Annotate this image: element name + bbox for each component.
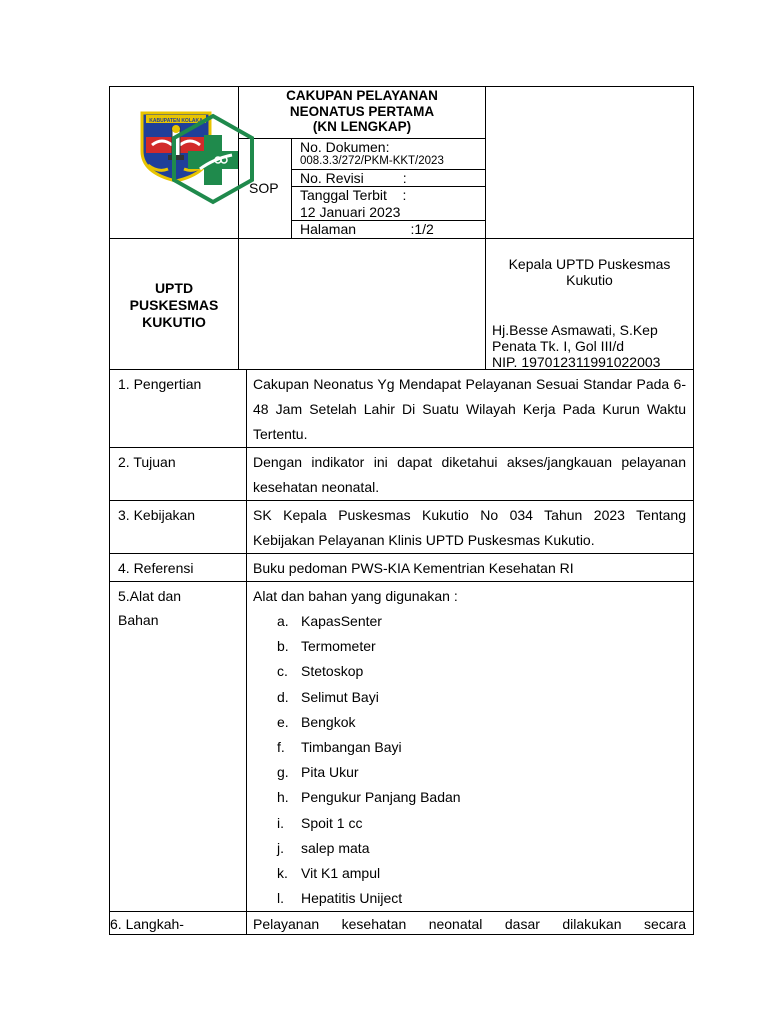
section-content: Cakupan Neonatus Yg Mendapat Pelayanan Sesuai Standar Pada 6-48 Jam Setelah Lahir Di Suatu Wilayah Kerja Pada Kurun Waktu Tertentu. xyxy=(247,370,694,448)
section-row-langkah xyxy=(110,912,694,935)
section-label: 2. Tujuan xyxy=(110,448,247,501)
head-signature-block xyxy=(492,322,660,370)
list-item: a. KapasSenter xyxy=(277,613,382,629)
section-label: 1. Pengertian xyxy=(110,370,247,448)
section-row xyxy=(110,448,694,501)
head-rank: Penata Tk. I, Gol III/d xyxy=(492,338,625,354)
section-content: Buku pedoman PWS-KIA Kementrian Kesehatan RI xyxy=(247,554,694,582)
alat-intro: Alat dan bahan yang digunakan : xyxy=(253,588,458,604)
section-row xyxy=(110,370,694,448)
list-item: d. Selimut Bayi xyxy=(277,688,379,705)
list-item: l. Hepatitis Uniject xyxy=(277,890,403,907)
sop-body-table xyxy=(109,369,694,935)
doc-number-label: No. Dokumen: xyxy=(300,139,390,155)
section-content: SK Kepala Puskesmas Kukutio No 034 Tahun 2023 Tentang Kebijakan Pelayanan Klinis UPTD Puskesmas Kukutio. xyxy=(247,501,694,554)
section-content-alat xyxy=(247,582,694,912)
list-item: k. Vit K1 ampul xyxy=(277,864,381,881)
sop-header-table xyxy=(109,86,694,370)
head-title: Kepala UPTD Puskesmas Kukutio xyxy=(508,256,671,288)
organization-name: UPTD PUSKESMAS KUKUTIO xyxy=(129,280,219,330)
list-item: i. Spoit 1 cc xyxy=(277,814,363,831)
list-item: e. Bengkok xyxy=(277,713,356,730)
section-label: 5.Alat dan Bahan xyxy=(110,582,247,912)
page-number-label: Halaman :1/2 xyxy=(300,221,434,237)
section-row xyxy=(110,554,694,582)
doc-number-value: 008.3.3/272/PKM-KKT/2023 xyxy=(300,155,444,167)
puskesmas-logo xyxy=(170,113,256,205)
alat-list xyxy=(253,609,686,911)
svg-text:KABUPATEN KOLAKA: KABUPATEN KOLAKA xyxy=(149,118,203,124)
sop-title: CAKUPAN PELAYANAN NEONATUS PERTAMA (KN LENGKAP) xyxy=(286,88,438,134)
sop-label: SOP xyxy=(249,180,279,196)
issue-date-label: Tanggal Terbit : xyxy=(300,187,407,203)
list-item: f. Timbangan Bayi xyxy=(277,738,402,755)
section-row xyxy=(110,501,694,554)
list-item: g. Pita Ukur xyxy=(277,764,359,781)
section-label: 4. Referensi xyxy=(110,554,247,582)
section-content: Pelayanan kesehatan neonatal dasar dilakukan secara xyxy=(247,912,694,935)
section-label: 3. Kebijakan xyxy=(110,501,247,554)
revision-label: No. Revisi : xyxy=(300,170,407,186)
section-content: Dengan indikator ini dapat diketahui akses/jangkauan pelayanan kesehatan neonatal. xyxy=(247,448,694,501)
list-item: h. Pengukur Panjang Badan xyxy=(277,789,461,806)
issue-date-value: 12 Januari 2023 xyxy=(300,204,401,220)
section-label: 6. Langkah- xyxy=(110,912,247,935)
head-nip: NIP. 197012311991022003 xyxy=(492,354,661,370)
head-name: Hj.Besse Asmawati, S.Kep xyxy=(492,322,658,338)
list-item: c. Stetoskop xyxy=(277,663,364,680)
list-item: b. Termometer xyxy=(277,638,376,655)
list-item: j. salep mata xyxy=(277,839,370,856)
section-row-alat xyxy=(110,582,694,912)
